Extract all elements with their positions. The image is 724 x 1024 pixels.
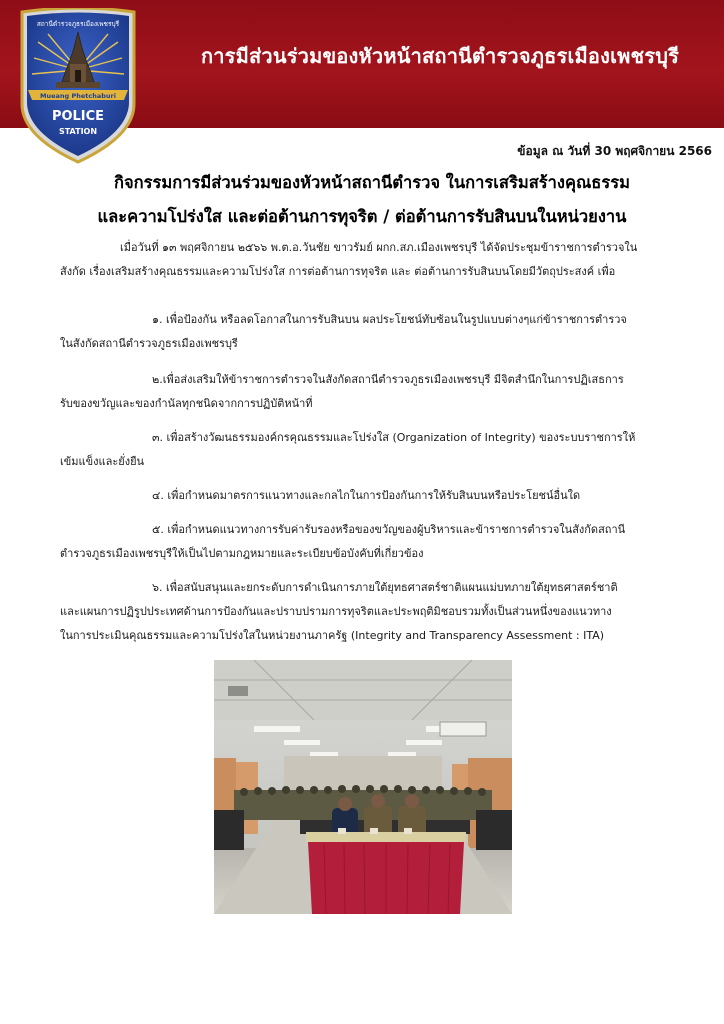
objective-5-line-2: ตำรวจภูธรเมืองเพชรบุรีให้เป็นไปตามกฎหมายและระเบียบข้อบังคับที่เกี่ยวข้อง: [60, 547, 424, 560]
intro-line-1: เมื่อวันที่ ๑๓ พฤศจิกายน ๒๕๖๖ พ.ต.อ.วันชัย ขาวรัมย์ ผกก.สภ.เมืองเพชรบุรี ได้จัดประชุมข้าราชการตำรวจใน: [120, 241, 638, 254]
objective-item-4: [60, 484, 674, 508]
objective-item-2: [60, 368, 674, 416]
objective-2-line-2: รับของขวัญและของกำนัลทุกชนิดจากการปฏิบัติหน้าที่: [60, 397, 313, 410]
objective-3-line-1: ๓. เพื่อสร้างวัฒนธรรมองค์กรคุณธรรมและโปร่งใส (Organization of Integrity) ของระบบราชการให้: [152, 431, 636, 444]
objective-6-line-2: และแผนการปฏิรูปประเทศด้านการป้องกันและปราบปรามการทุจริตและประพฤติมิชอบรวมทั้งเป็นส่วนหนึ่งของแนวทาง: [60, 605, 612, 618]
document-heading-line-1: กิจกรรมการมีส่วนร่วมของหัวหน้าสถานีตำรวจ ในการเสริมสร้างคุณธรรม: [114, 173, 630, 192]
page-title: การมีส่วนร่วมของหัวหน้าสถานีตำรวจภูธรเมืองเพชรบุรี: [200, 44, 680, 68]
objective-2-line-1: ๒.เพื่อส่งเสริมให้ข้าราชการตำรวจในสังกัดสถานีตำรวจภูธรเมืองเพชรบุรี มีจิตสำนึกในการปฏิเสธการ: [152, 373, 624, 386]
document-heading-line-2: และความโปร่งใส และต่อต้านการทุจริต / ต่อต้านการรับสินบนในหน่วยงาน: [97, 207, 627, 226]
meeting-photo: [214, 660, 512, 914]
badge-station-text: STATION: [58, 127, 98, 136]
objective-1-line-1: ๑. เพื่อป้องกัน หรือลดโอกาสในการรับสินบน ผลประโยชน์ทับซ้อนในรูปแบบต่างๆแก่ข้าราชการตำรวจ: [152, 313, 627, 326]
intro-paragraph: [60, 236, 674, 284]
intro-line-2: สังกัด เรื่องเสริมสร้างคุณธรรมและความโปร่งใส การต่อต้านการทุจริต และ ต่อต้านการรับสินบนโดยมีวัตถุประสงค์ เพื่อ: [60, 265, 616, 278]
objective-3-line-2: เข้มแข็งและยั่งยืน: [60, 455, 145, 468]
objective-item-5: [60, 518, 674, 566]
objective-4-line-1: ๔. เพื่อกำหนดมาตรการแนวทางและกลไกในการป้องกันการให้รับสินบนหรือประโยชน์อื่นใด: [152, 489, 581, 502]
police-badge-logo: [16, 8, 140, 166]
objective-5-line-1: ๕. เพื่อกำหนดแนวทางการรับค่ารับรองหรือของขวัญของผู้บริหารและข้าราชการตำรวจในสังกัดสถานี: [152, 523, 626, 536]
badge-ribbon-text: Mueang Phetchaburi: [40, 92, 116, 100]
objective-6-line-1: ๖. เพื่อสนับสนุนและยกระดับการดำเนินการภายใต้ยุทธศาสตร์ชาติแผนแม่บทภายใต้ยุทธศาสตร์ชาติ: [152, 581, 618, 594]
objective-6-line-3: ในการประเมินคุณธรรมและความโปร่งใสในหน่วยงานภาครัฐ (Integrity and Transparency Assessment : ITA): [60, 629, 605, 642]
data-date: ข้อมูล ณ วันที่ 30 พฤศจิกายน 2566: [517, 144, 712, 158]
badge-top-text: สถานีตำรวจภูธรเมืองเพชรบุรี: [36, 20, 120, 28]
objective-item-1: [60, 308, 674, 356]
objective-1-line-2: ในสังกัดสถานีตำรวจภูธรเมืองเพชรบุรี: [60, 337, 238, 350]
objective-item-3: [60, 426, 674, 474]
badge-police-text: POLICE: [51, 109, 105, 124]
objective-item-6: [60, 576, 674, 648]
